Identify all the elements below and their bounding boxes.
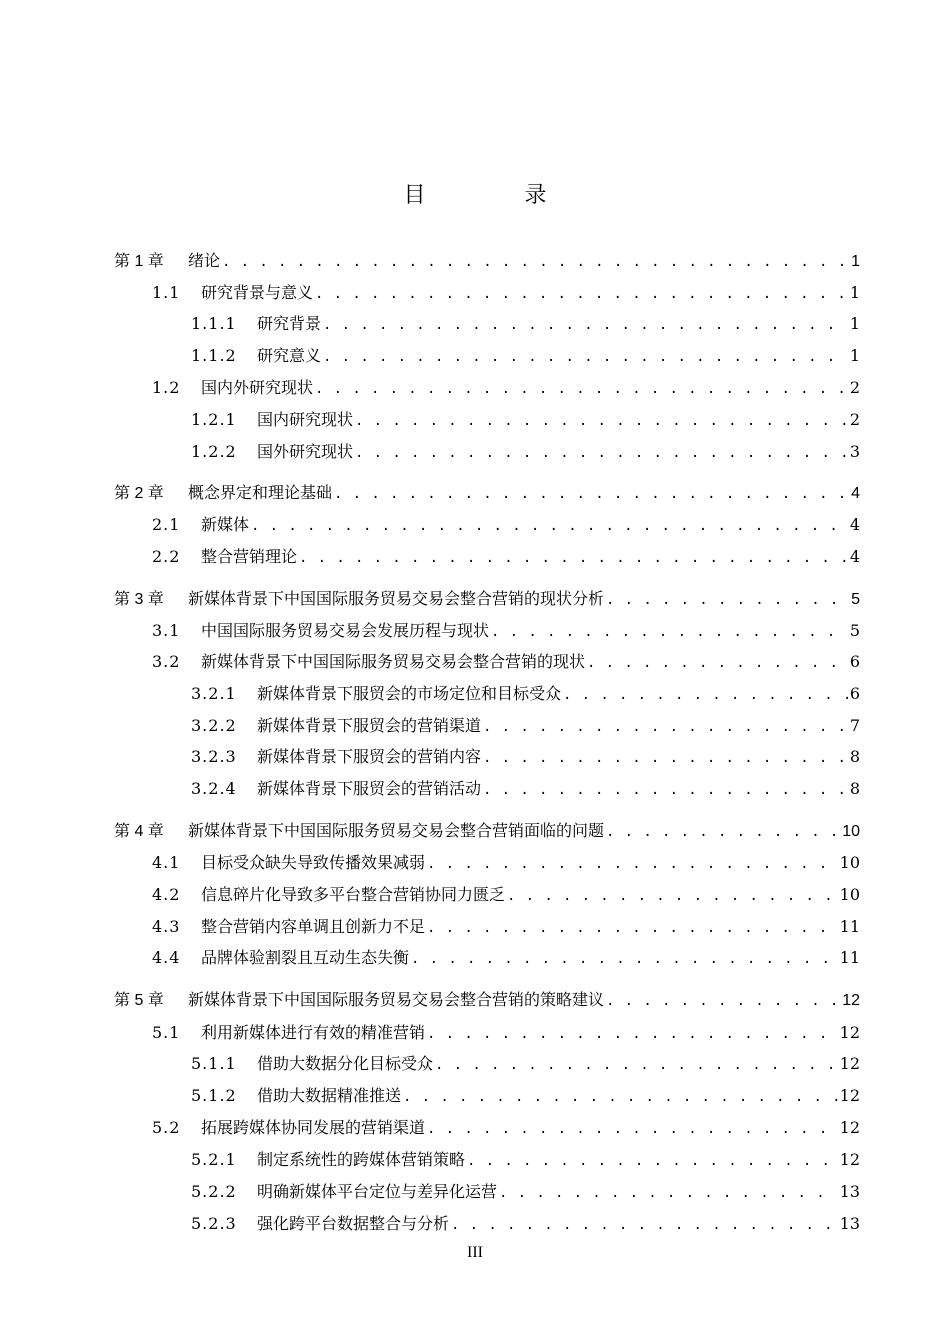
toc-entry[interactable]	[152, 280, 860, 304]
toc-entry-title: 信息碎片化导致多平台整合营销协同力匮乏	[201, 885, 506, 904]
toc-entry-number: 2.1	[152, 515, 181, 534]
toc-entry-title: 新媒体背景下服贸会的营销活动	[257, 779, 482, 798]
toc-entry[interactable]	[191, 1147, 860, 1171]
toc-leader-dots	[435, 1057, 838, 1073]
toc-entry-page: 4	[849, 547, 860, 566]
toc-entry[interactable]	[191, 713, 860, 737]
toc-entry-number: 第 3 章	[114, 591, 164, 608]
toc-leader-dots	[606, 824, 840, 840]
toc-entry[interactable]	[114, 818, 860, 842]
toc-entry-title: 整合营销理论	[201, 547, 298, 566]
toc-entry-page: 8	[849, 747, 860, 766]
toc-entry[interactable]	[152, 850, 860, 874]
toc-entry-page: 11	[839, 948, 860, 967]
toc-leader-dots	[499, 1185, 838, 1201]
toc-leader-dots	[427, 856, 838, 872]
toc-leader-dots	[334, 486, 848, 502]
toc-entry[interactable]	[191, 776, 860, 800]
toc-entry-number: 1.2.1	[191, 410, 237, 429]
toc-entry-number: 5.1.1	[191, 1054, 237, 1073]
toc-leader-dots	[467, 1153, 838, 1169]
toc-entry-number: 1.1.1	[191, 314, 237, 333]
toc-entry-title: 整合营销内容单调且创新力不足	[201, 917, 426, 936]
toc-entry-number: 1.1.2	[191, 346, 237, 365]
toc-entry-page: 12	[839, 1150, 860, 1169]
toc-leader-dots	[427, 1121, 838, 1137]
toc-entry-page: 6	[849, 684, 860, 703]
toc-entry-title: 制定系统性的跨媒体营销策略	[257, 1150, 466, 1169]
toc-entry-page: 2	[849, 410, 860, 429]
toc-entry-number: 3.1	[152, 621, 181, 640]
toc-leader-dots	[355, 413, 848, 429]
toc-entry-page: 8	[849, 779, 860, 798]
toc-entry-title: 利用新媒体进行有效的精准营销	[201, 1023, 426, 1042]
toc-entry-title: 概念界定和理论基础	[188, 485, 333, 502]
toc-entry[interactable]	[152, 649, 860, 673]
toc-entry[interactable]	[152, 945, 860, 969]
toc-entry-title: 中国国际服务贸易交易会发展历程与现状	[201, 621, 490, 640]
toc-entry-number: 5.1.2	[191, 1086, 237, 1105]
toc-entry[interactable]	[114, 987, 860, 1011]
toc-entry-page: 5	[851, 591, 860, 608]
toc-entry[interactable]	[114, 480, 860, 504]
toc-entry[interactable]	[152, 882, 860, 906]
toc-entry-title: 研究背景	[257, 314, 322, 333]
toc-entry-page: 12	[839, 1086, 860, 1105]
toc-entry-title: 新媒体背景下服贸会的市场定位和目标受众	[257, 684, 562, 703]
toc-leader-dots	[563, 687, 848, 703]
toc-entry-page: 1	[851, 253, 860, 270]
toc-entry[interactable]	[152, 914, 860, 938]
toc-entry-number: 4.4	[152, 948, 181, 967]
toc-leader-dots	[315, 286, 848, 302]
toc-entry-number: 3.2.4	[191, 779, 237, 798]
toc-entry-number: 4.1	[152, 853, 181, 872]
toc-entry-number: 5.2.3	[191, 1214, 237, 1233]
toc-entry-number: 3.2.3	[191, 747, 237, 766]
toc-leader-dots	[507, 888, 838, 904]
toc-entry[interactable]	[152, 1020, 860, 1044]
toc-entry-title: 新媒体背景下中国国际服务贸易交易会整合营销的现状	[201, 652, 586, 671]
toc-entry-title: 新媒体背景下中国国际服务贸易交易会整合营销的现状分析	[188, 591, 605, 608]
toc-entry[interactable]	[114, 586, 860, 610]
toc-leader-dots	[299, 550, 848, 566]
toc-entry-page: 1	[849, 283, 860, 302]
toc-entry-title: 新媒体背景下服贸会的营销内容	[257, 747, 482, 766]
toc-entry[interactable]	[191, 1179, 860, 1203]
toc-entry-number: 1.2	[152, 378, 181, 397]
toc-entry-title: 强化跨平台数据整合与分析	[257, 1214, 450, 1233]
toc-entry-title: 新媒体	[201, 515, 250, 534]
toc-entry-title: 目标受众缺失导致传播效果减弱	[201, 853, 426, 872]
toc-leader-dots	[355, 445, 848, 461]
toc-entry-title: 新媒体背景下服贸会的营销渠道	[257, 716, 482, 735]
toc-entry-page: 4	[851, 485, 860, 502]
toc-entry[interactable]	[191, 1051, 860, 1075]
toc-entry-title: 借助大数据精准推送	[257, 1086, 402, 1105]
toc-entry[interactable]	[114, 248, 860, 272]
toc-entry-page: 4	[849, 515, 860, 534]
toc-entry-number: 1.1	[152, 283, 181, 302]
toc-leader-dots	[606, 592, 848, 608]
toc-entry[interactable]	[191, 343, 860, 367]
toc-entry-number: 5.2.2	[191, 1182, 237, 1201]
toc-entry-title: 国内外研究现状	[201, 378, 314, 397]
toc-leader-dots	[222, 254, 848, 270]
toc-entry-page: 12	[839, 1023, 860, 1042]
toc-entry-page: 10	[839, 853, 860, 872]
toc-entry-number: 5.1	[152, 1023, 181, 1042]
toc-entry-number: 第 5 章	[114, 992, 164, 1009]
toc-entry-title: 新媒体背景下中国国际服务贸易交易会整合营销的策略建议	[188, 992, 605, 1009]
toc-entry-title: 新媒体背景下中国国际服务贸易交易会整合营销面临的问题	[188, 823, 605, 840]
toc-leader-dots	[251, 518, 848, 534]
toc-leader-dots	[483, 750, 848, 766]
toc-entry-title: 国内研究现状	[257, 410, 354, 429]
toc-entry-number: 3.2.2	[191, 716, 237, 735]
page-title: 目 录	[403, 183, 593, 208]
toc-entry-page: 13	[839, 1214, 860, 1233]
toc-entry-number: 5.2	[152, 1118, 181, 1137]
toc-entry-page: 2	[849, 378, 860, 397]
toc-leader-dots	[315, 381, 848, 397]
toc-entry-page: 10	[842, 823, 860, 840]
toc-entry-number: 2.2	[152, 547, 181, 566]
toc-entry-title: 研究背景与意义	[201, 283, 314, 302]
toc-entry[interactable]	[152, 1115, 860, 1139]
toc-entry-number: 1.2.2	[191, 442, 237, 461]
toc-entry[interactable]	[191, 407, 860, 431]
toc-leader-dots	[427, 920, 838, 936]
toc-entry-number: 3.2	[152, 652, 181, 671]
toc-entry[interactable]	[191, 744, 860, 768]
toc-entry-number: 第 1 章	[114, 253, 164, 270]
toc-entry-number: 第 4 章	[114, 823, 164, 840]
toc-entry[interactable]	[191, 681, 860, 705]
toc-entry-page: 11	[839, 917, 860, 936]
toc-entry-page: 12	[839, 1054, 860, 1073]
toc-entry-page: 12	[842, 992, 860, 1009]
toc-entry-page: 1	[849, 346, 860, 365]
toc-entry-number: 3.2.1	[191, 684, 237, 703]
toc-leader-dots	[323, 349, 848, 365]
toc-entry[interactable]	[152, 375, 860, 399]
toc-entry-page: 3	[849, 442, 860, 461]
toc-entry[interactable]	[152, 512, 860, 536]
toc-entry-title: 借助大数据分化目标受众	[257, 1054, 434, 1073]
page-number: III	[467, 1244, 483, 1261]
toc-entry-page: 7	[849, 716, 860, 735]
toc-leader-dots	[411, 951, 838, 967]
toc-leader-dots	[483, 719, 848, 735]
toc-entry[interactable]	[191, 311, 860, 335]
toc-entry-title: 国外研究现状	[257, 442, 354, 461]
toc-entry[interactable]	[152, 544, 860, 568]
toc-leader-dots	[483, 782, 848, 798]
toc-entry-page: 10	[839, 885, 860, 904]
toc-entry[interactable]	[152, 618, 860, 642]
toc-entry-page: 5	[849, 621, 860, 640]
toc-entry-page: 13	[839, 1182, 860, 1201]
toc-entry-number: 5.2.1	[191, 1150, 237, 1169]
toc-entry-title: 品牌体验割裂且互动生态失衡	[201, 948, 410, 967]
toc-entry[interactable]	[191, 1211, 860, 1235]
toc-leader-dots	[491, 624, 848, 640]
toc-entry-page: 1	[849, 314, 860, 333]
toc-leader-dots	[323, 317, 848, 333]
toc-entry-page: 6	[849, 652, 860, 671]
toc-entry[interactable]	[191, 439, 860, 463]
toc-entry[interactable]	[191, 1083, 860, 1107]
toc-entry-title: 拓展跨媒体协同发展的营销渠道	[201, 1118, 426, 1137]
toc-leader-dots	[403, 1089, 838, 1105]
toc-leader-dots	[606, 993, 840, 1009]
toc-leader-dots	[427, 1026, 838, 1042]
toc-entry-number: 4.3	[152, 917, 181, 936]
toc-leader-dots	[451, 1217, 838, 1233]
toc-entry-title: 绪论	[188, 253, 221, 270]
toc-entry-page: 12	[839, 1118, 860, 1137]
toc-entry-title: 明确新媒体平台定位与差异化运营	[257, 1182, 498, 1201]
toc-entry-title: 研究意义	[257, 346, 322, 365]
toc-entry-number: 第 2 章	[114, 485, 164, 502]
toc-leader-dots	[587, 655, 848, 671]
toc-entry-number: 4.2	[152, 885, 181, 904]
